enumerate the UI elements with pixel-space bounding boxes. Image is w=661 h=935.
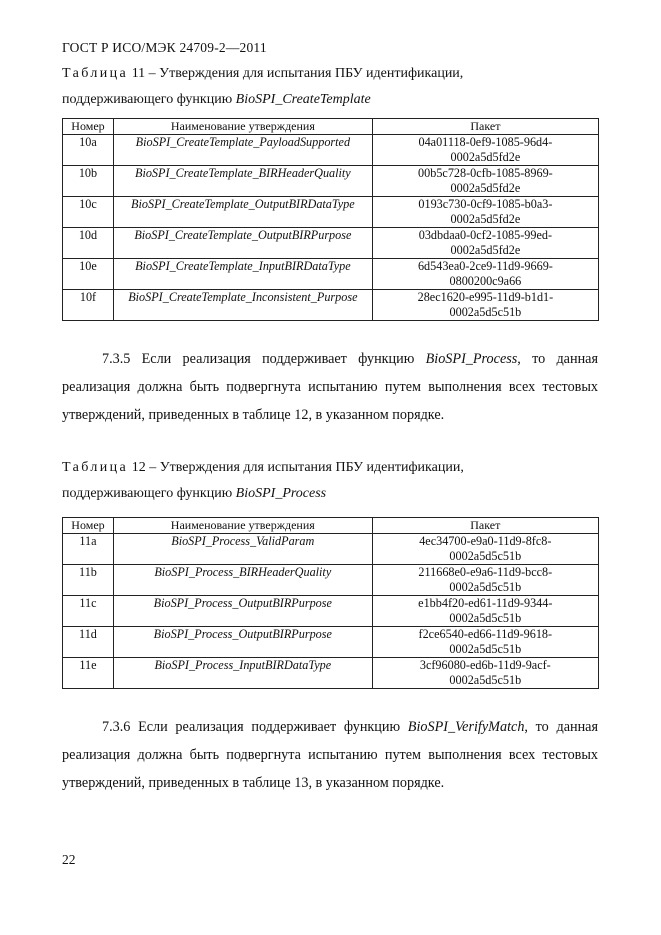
package-id-line1: 6d543ea0-2ce9-11d9-9669- [417,259,553,273]
table-row [63,166,599,197]
package-id-line1: 28ec1620-e995-11d9-b1d1- [417,290,554,304]
package-id [372,259,598,290]
table12-caption [62,455,622,507]
package-id [372,197,598,228]
assertion-name: BioSPI_CreateTemplate_PayloadSupported [113,135,372,166]
package-id-line2: 0002a5d5c51b [449,611,522,625]
package-id-line1: 04a01118-0ef9-1085-96d4- [418,135,553,149]
package-id-line1: 00b5c728-0cfb-1085-8969- [418,166,553,180]
package-id [372,290,598,321]
package-id [372,596,598,627]
column-header-number: Номер [63,518,114,534]
package-id [372,135,598,166]
table11-caption-label: Таблица [62,66,129,81]
row-number: 10a [63,135,114,166]
package-id-line2: 0800200c9a66 [449,274,522,288]
row-number: 10b [63,166,114,197]
table-12 [62,517,599,689]
assertion-name: BioSPI_CreateTemplate_Inconsistent_Purpose [113,290,372,321]
paragraph-func-name: BioSPI_Process [425,351,518,367]
package-id-line1: 03dbdaa0-0cf2-1085-99ed- [418,228,553,242]
package-id-line1: 0193c730-0cf9-1085-b0a3- [418,197,553,211]
row-number: 11c [63,596,114,627]
table-11 [62,118,599,321]
row-number: 11d [63,627,114,658]
table11-caption-text: 11 – Утверждения для испытания ПБУ идентификации, [128,66,464,81]
paragraph-body: , то данная реализация должна быть подвергнута испытанию путем выполнения всех тестовых утверждений, приведенных в таблице 12, в указанном порядке. [62,351,598,423]
package-id-line2: 0002a5d5c51b [449,642,522,656]
page-number: 22 [62,852,76,867]
package-id-line2: 0002a5d5c51b [449,673,522,687]
row-number: 11a [63,534,114,565]
assertion-name: BioSPI_Process_OutputBIRPurpose [113,627,372,658]
table11-caption-prefix: поддерживающего функцию [62,92,236,107]
assertion-name: BioSPI_Process_OutputBIRPurpose [113,596,372,627]
column-header-number: Номер [63,119,114,135]
table-row [63,197,599,228]
package-id [372,166,598,197]
table-row [63,135,599,166]
table11-caption [62,61,622,113]
table-row [63,534,599,565]
assertion-name: BioSPI_CreateTemplate_OutputBIRPurpose [113,228,372,259]
column-header-name: Наименование утверждения [113,518,372,534]
table-row [63,627,599,658]
paragraph-lead: 7.3.5 Если реализация поддерживает функцию [102,351,426,367]
package-id-line1: 211668e0-e9a6-11d9-bcc8- [418,565,553,579]
column-header-name: Наименование утверждения [113,119,372,135]
table-row [63,565,599,596]
paragraph-7-3-5 [62,345,598,429]
row-number: 10e [63,259,114,290]
package-id [372,228,598,259]
row-number: 10f [63,290,114,321]
package-id [372,534,598,565]
package-id-line2: 0002a5d5c51b [449,580,522,594]
package-id-line2: 0002a5d5fd2e [450,212,521,226]
package-id-line2: 0002a5d5fd2e [450,181,521,195]
table-row [63,259,599,290]
package-id-line1: e1bb4f20-ed61-11d9-9344- [418,596,553,610]
assertion-name: BioSPI_Process_ValidParam [113,534,372,565]
table12-caption-func: BioSPI_Process [235,486,327,501]
assertion-name: BioSPI_CreateTemplate_InputBIRDataType [113,259,372,290]
table-row [63,228,599,259]
paragraph-7-3-6 [62,713,598,797]
package-id-line1: 4ec34700-e9a0-11d9-8fc8- [419,534,552,548]
table12-caption-text: 12 – Утверждения для испытания ПБУ идентификации, [128,460,464,475]
table-row [63,596,599,627]
column-header-package: Пакет [372,518,598,534]
assertion-name: BioSPI_CreateTemplate_BIRHeaderQuality [113,166,372,197]
table12-header-row [63,518,599,534]
row-number: 11e [63,658,114,689]
table-row [63,290,599,321]
assertion-name: BioSPI_CreateTemplate_OutputBIRDataType [113,197,372,228]
table12-caption-prefix: поддерживающего функцию [62,486,236,501]
assertion-name: BioSPI_Process_InputBIRDataType [113,658,372,689]
row-number: 10c [63,197,114,228]
package-id-line2: 0002a5d5c51b [449,305,522,319]
paragraph-func-name: BioSPI_VerifyMatch [407,719,525,735]
package-id [372,627,598,658]
table11-caption-func: BioSPI_CreateTemplate [235,92,371,107]
paragraph-lead: 7.3.6 Если реализация поддерживает функцию [102,719,408,735]
row-number: 10d [63,228,114,259]
assertion-name: BioSPI_Process_BIRHeaderQuality [113,565,372,596]
package-id [372,658,598,689]
package-id-line1: f2ce6540-ed66-11d9-9618- [418,627,553,641]
package-id-line1: 3cf96080-ed6b-11d9-9acf- [419,658,551,672]
column-header-package: Пакет [372,119,598,135]
table11-header-row [63,119,599,135]
package-id [372,565,598,596]
document-code: ГОСТ Р ИСО/МЭК 24709-2—2011 [62,40,267,55]
row-number: 11b [63,565,114,596]
table-row [63,658,599,689]
package-id-line2: 0002a5d5fd2e [450,150,521,164]
package-id-line2: 0002a5d5c51b [449,549,522,563]
package-id-line2: 0002a5d5fd2e [450,243,521,257]
table12-caption-label: Таблица [62,460,129,475]
paragraph-body: , то данная реализация должна быть подвергнута испытанию путем выполнения всех тестовых утверждений, приведенных в таблице 13, в указанном порядке. [62,719,598,791]
